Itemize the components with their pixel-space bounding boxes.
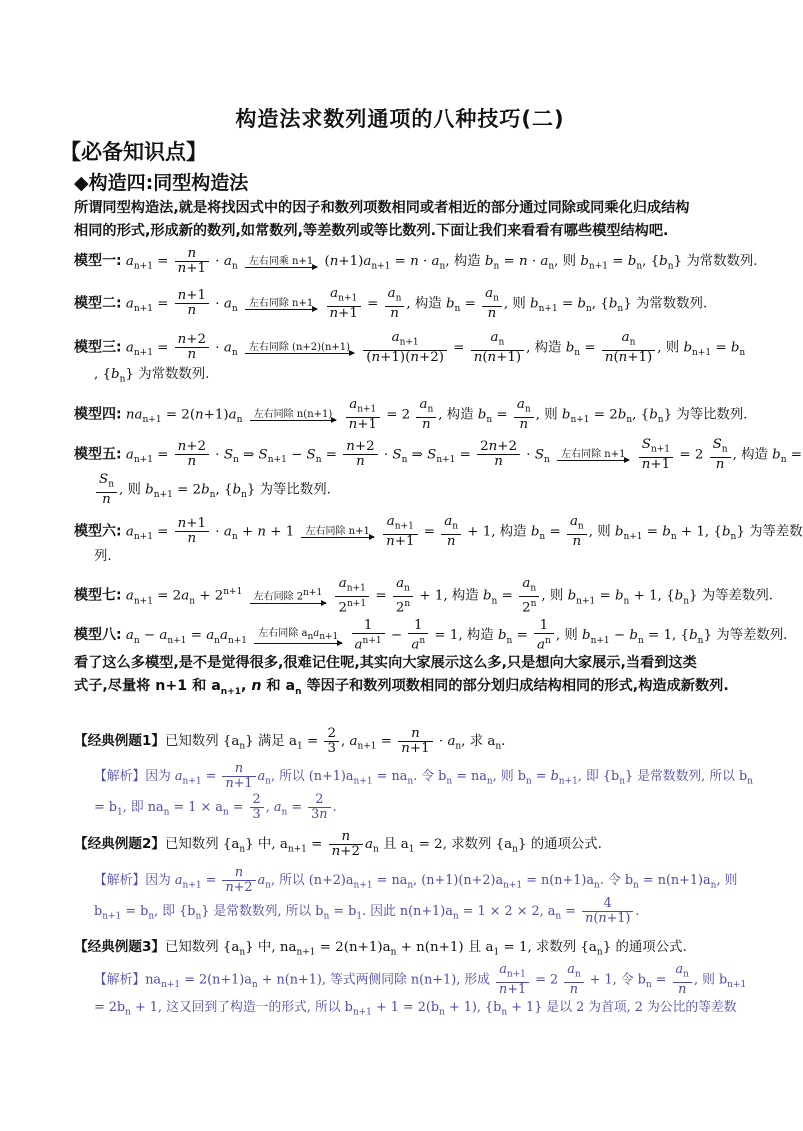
example-3-label: 【经典例题3】 bbox=[74, 939, 166, 955]
model-1: 模型一: $a_{n+1}$ = $\frac{n}{n+1}$ · $a_n$ 左右同乘 n+1 $(n+1)a_{n+1} = n \cdot a_n$, 构造 $b_n = n \cdot a_n$, 则 $b_{n+1} = b_n$, $\{b_n\}$ 为常数数列. bbox=[74, 246, 758, 276]
model-6-arrow: 左右同除 n+1 bbox=[301, 526, 373, 538]
model-8-label: 模型八: bbox=[74, 627, 122, 644]
model-6: 模型六: $a_{n+1}$ = $\frac{n+1}{n}$ · $a_n + n + 1$ 左右同除 n+1 $\frac{a_{n+1}}{n+1}$ = $\frac{a_n}{n}$ + 1, 构造 $b_n$ = $\frac{a_n}{n}$ , 则 $b_{n+1} = b_n + 1$, $\{b_n\}$ 为等差数 bbox=[74, 514, 803, 549]
example-2-solution-line-1: 【解析】因为 $a_{n+1}$ = $\frac{n}{n+2}$ $a_n$, 所以 $(n+2)a_{n+1} = na_n$, $(n+1)(n+2)a_{n+1} = n(n+1)a_n$. 令 $b_n = n(n+1)a_n$, 则 bbox=[94, 865, 738, 895]
example-1: 【经典例题1】已知数列 $\{a_n\}$ 满足 $a_1$ = $\frac{2}{3}$ , $a_{n+1}$ = $\frac{n}{n+1}$ · $a_n$, 求 $a_n$. bbox=[74, 726, 506, 756]
example-1-label: 【经典例题1】 bbox=[74, 733, 166, 749]
model-4-conclusion: 为等比数列. bbox=[676, 407, 748, 423]
model-5-label: 模型五: bbox=[74, 446, 122, 463]
model-1-label: 模型一: bbox=[74, 253, 122, 269]
model-4-arrow: 左右同除 n(n+1) bbox=[250, 409, 337, 421]
model-4-label: 模型四: bbox=[74, 406, 122, 423]
model-3-arrow: 左右同除 (n+2)(n+1) bbox=[245, 342, 354, 354]
model-2: 模型二: $a_{n+1}$ = $\frac{n+1}{n}$ · $a_n$ 左右同除 n+1 $\frac{a_{n+1}}{n+1}$ = $\frac{a_n}{n}$ , 构造 $b_n$ = $\frac{a_n}{n}$ , 则 $b_{n+1} = b_n$, $\{b_n\}$ 为常数数列. bbox=[74, 286, 708, 321]
model-6-label: 模型六: bbox=[74, 523, 122, 540]
summary-paragraph bbox=[74, 652, 734, 704]
section-heading: 【必备知识点】 bbox=[60, 140, 207, 164]
example-2-label: 【经典例题2】 bbox=[74, 836, 166, 852]
example-2-solution-line-2: $b_{n+1} = b_n$, 即 $\{b_n\}$ 是常数数列, 所以 $b_n = b_1$. 因此 $n(n+1)a_n = 1 \times 2 \times 2$, $a_n$ = $\frac{4}{n(n+1)}$ . bbox=[94, 896, 640, 926]
example-3: 【经典例题3】已知数列 $\{a_n\}$ 中, $na_{n+1} = 2(n+1)a_n + n(n+1)$ 且 $a_1 = 1$, 求数列 $\{a_n\}$ 的通项公式. bbox=[74, 939, 687, 958]
subsection-heading: ◆构造四:同型构造法 bbox=[74, 172, 249, 194]
model-2-label: 模型二: bbox=[74, 295, 122, 312]
model-6-continuation: 列. bbox=[94, 549, 112, 564]
summary-line-1: 看了这么多模型,是不是觉得很多,很难记住呢,其实向大家展示这么多,只是想向大家展示,当看到这类 bbox=[74, 655, 697, 671]
model-7: 模型七: $a_{n+1} = 2a_n + 2^{n+1}$ 左右同除 $2^{n+1}$ $\frac{a_{n+1}}{2^{n+1}}$ = $\frac{a_n}{2^n}$ + 1, 构造 $b_n$ = $\frac{a_n}{2^n}$ , 则 $b_{n+1} = b_n + 1$, $\{b_n\}$ 为等差数列. bbox=[74, 576, 774, 616]
summary-line-2: 式子,尽量将 n+1 和 $a_{n+1}$, n 和 $a_n$ 等因子和数列项数相同的部分划归成结构相同的形式,构造成新数列. bbox=[74, 678, 729, 697]
model-8-conclusion: 为等差数列. bbox=[716, 628, 788, 644]
model-7-label: 模型七: bbox=[74, 587, 122, 604]
solution-tag: 【解析】 bbox=[94, 972, 146, 988]
model-5-continuation: $\frac{S_n}{n}$ , 则 $b_{n+1} = 2b_n$, $\{b_n\}$ 为等比数列. bbox=[94, 473, 331, 507]
model-5-conclusion: 为等比数列. bbox=[259, 482, 331, 498]
example-2: 【经典例题2】已知数列 $\{a_n\}$ 中, $a_{n+1}$ = $\frac{n}{n+2}$ $a_n$ 且 $a_1 = 2$, 求数列 $\{a_n\}$ 的通项公式. bbox=[74, 829, 602, 859]
model-8-arrow: 左右同除 $a_na_{n+1}$ bbox=[254, 628, 342, 644]
model-8: 模型八: $a_n - a_{n+1} = a_na_{n+1}$ 左右同除 $a_na_{n+1}$ $\frac{1}{a^{n+1}}$ − $\frac{1}{a^n}$ = 1, 构造 $b_n$ = $\frac{1}{a^n}$ , 则 $b_{n+1} - b_n = 1$, $\{b_n\}$ 为等差数列. bbox=[74, 618, 788, 653]
solution-tag: 【解析】 bbox=[94, 873, 146, 888]
model-1-conclusion: 为常数数列. bbox=[686, 254, 758, 269]
page-title: 构造法求数列通项的八种技巧(二) bbox=[235, 107, 565, 131]
model-2-arrow: 左右同除 n+1 bbox=[245, 298, 317, 310]
model-4: 模型四: $na_{n+1} = 2(n+1)a_n$ 左右同除 n(n+1) $\frac{a_{n+1}}{n+1}$ = 2 $\frac{a_n}{n}$ , 构造 $b_n$ = $\frac{a_n}{n}$ , 则 $b_{n+1} = 2b_n$, $\{b_n\}$ 为等比数列. bbox=[74, 397, 748, 432]
intro-line-1: 所谓同型构造法,就是将找因式中的因子和数列项数相同或者相近的部分通过同除或同乘化归成结构 bbox=[74, 200, 690, 216]
model-3-continuation: , $\{b_n\}$ 为常数数列. bbox=[94, 367, 210, 385]
example-3-solution-line-2: = $2b_n + 1$, 这又回到了构造一的形式, 所以 $b_{n+1} + 1 = 2(b_n + 1)$, $\{b_n + 1\}$ 是以 2 为首项, 2 为公比的等差数 bbox=[94, 1000, 737, 1018]
intro-paragraph bbox=[74, 197, 734, 243]
example-1-solution-line-1: 【解析】因为 $a_{n+1}$ = $\frac{n}{n+1}$ $a_n$, 所以 $(n+1)a_{n+1} = na_n$. 令 $b_n = na_n$, 则 $b_n = b_{n+1}$, 即 $\{b_n\}$ 是常数数列, 所以 $b_n$ bbox=[94, 761, 753, 791]
model-3-label: 模型三: bbox=[74, 339, 122, 356]
example-3-solution-line-1: 【解析】$na_{n+1} = 2(n+1)a_n + n(n+1)$, 等式两侧同除 n(n+1), 形成 $\frac{a_{n+1}}{n+1}$ = 2 $\frac{a_n}{n}$ + 1, 令 $b_n$ = $\frac{a_n}{n}$ , 则 $b_{n+1}$ bbox=[94, 962, 747, 997]
model-5-arrow: 左右同除 n+1 bbox=[557, 449, 629, 461]
model-7-arrow: 左右同除 $2^{n+1}$ bbox=[250, 588, 327, 603]
model-5: 模型五: $a_{n+1}$ = $\frac{n+2}{n}$ · $S_n$ ⇒ $S_{n+1} - S_n$ = $\frac{n+2}{n}$ · $S_n$ ⇒ $S_{n+1}$ = $\frac{2n+2}{n}$ · $S_n$ 左右同除 n+1 $\frac{S_{n+1}}{n+1}$ = 2 $\frac{S_n}{n}$ , 构造 $b_n$ = bbox=[74, 437, 803, 472]
model-2-conclusion: 为常数数列. bbox=[636, 296, 708, 312]
model-6-conclusion: 为等差数 bbox=[749, 524, 803, 540]
model-3-conclusion: 为常数数列. bbox=[138, 367, 210, 382]
solution-tag: 【解析】 bbox=[94, 769, 146, 784]
model-1-arrow: 左右同乘 n+1 bbox=[245, 256, 317, 268]
model-7-conclusion: 为等差数列. bbox=[701, 588, 774, 604]
intro-line-2: 相同的形式,形成新的数列,如常数列,等差数列或等比数列.下面让我们来看看有哪些模型结构吧. bbox=[74, 223, 669, 239]
example-1-solution-line-2: = $b_1$, 即 $na_n = 1 \times a_n$ = $\frac{2}{3}$ , $a_n$ = $\frac{2}{3n}$ . bbox=[94, 792, 337, 822]
model-3: 模型三: $a_{n+1}$ = $\frac{n+2}{n}$ · $a_n$ 左右同除 (n+2)(n+1) $\frac{a_{n+1}}{(n+1)(n+2)}$ = $\frac{a_n}{n(n+1)}$ , 构造 $b_n$ = $\frac{a_n}{n(n+1)}$ , 则 $b_{n+1} = b_n$ bbox=[74, 330, 746, 365]
